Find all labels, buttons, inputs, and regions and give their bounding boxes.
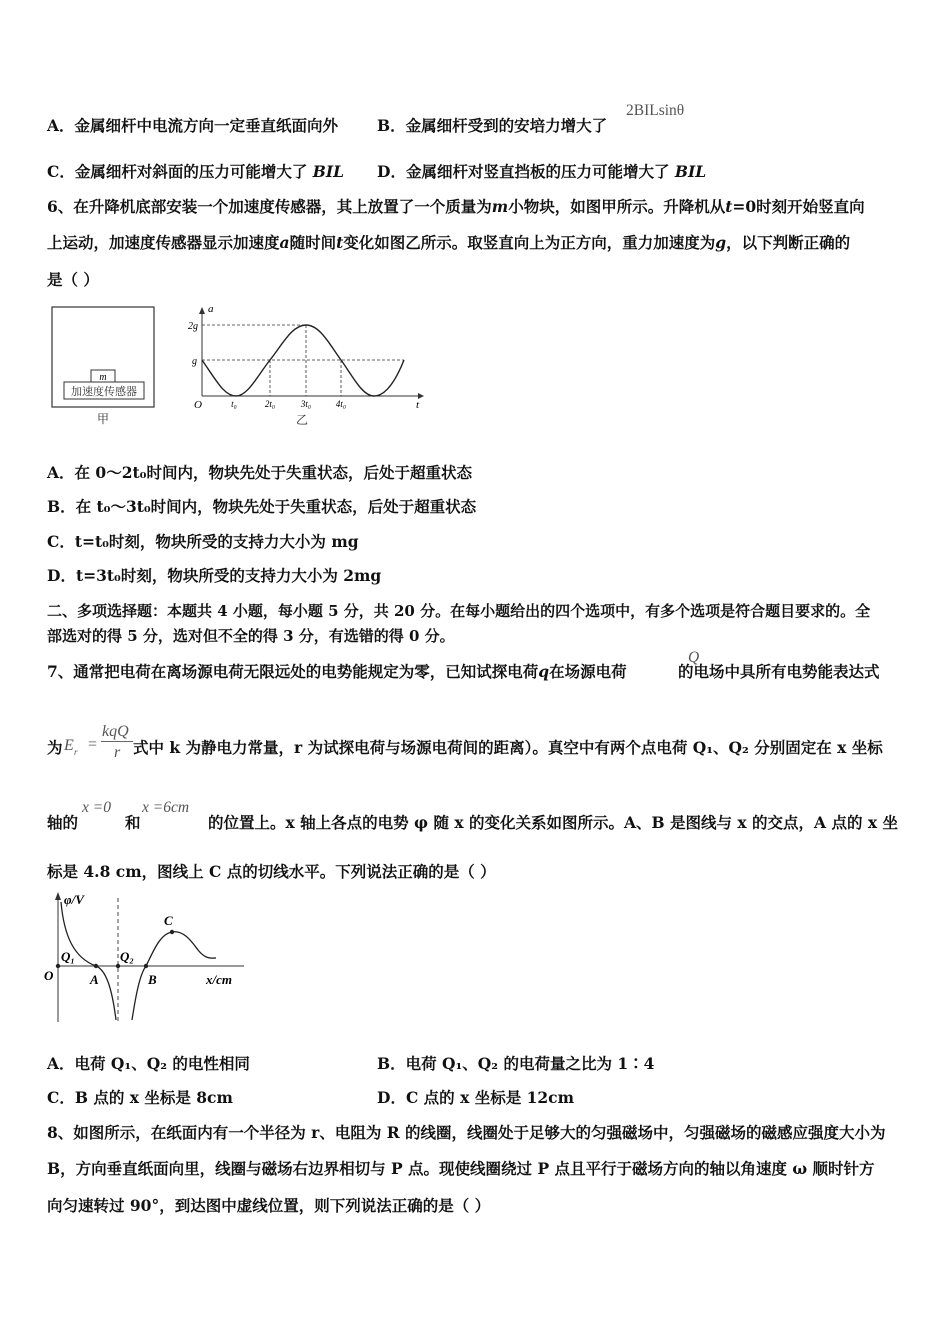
label-a: A bbox=[90, 972, 99, 987]
point-c bbox=[170, 930, 174, 934]
q6-figure-yi bbox=[186, 300, 431, 430]
q1-point bbox=[56, 964, 60, 968]
q6-symbol-m: m bbox=[491, 197, 509, 216]
q7-symbol-Q: Q bbox=[688, 649, 700, 666]
q8-stem-line1: 8、如图所示，在纸面内有一个半径为 r、电阻为 R 的线圈，线圈处于足够大的匀强磁场中，匀强磁场的磁感应强度大小为 bbox=[47, 1123, 886, 1142]
q7-option-a: A．电荷 Q₁、Q₂ 的电性相同 bbox=[47, 1054, 250, 1073]
q5-option-c bbox=[47, 162, 344, 182]
point-b bbox=[144, 964, 148, 968]
formula-sub: r bbox=[74, 747, 78, 757]
q6-option-a: A．在 0～2t₀时间内，物块先处于失重状态，后处于超重状态 bbox=[47, 463, 472, 482]
formula-denominator: r bbox=[114, 744, 121, 761]
q5-option-b bbox=[377, 116, 607, 136]
potential-curve-right bbox=[132, 932, 216, 1020]
acceleration-curve bbox=[202, 325, 404, 396]
formula-numerator: kqQ bbox=[102, 723, 129, 740]
q5-option-d-symbol: BIL bbox=[674, 162, 707, 181]
q6-figure-jia bbox=[46, 302, 162, 430]
q6-option-b: B．在 t₀～3t₀时间内，物块先处于失重状态，后处于超重状态 bbox=[47, 497, 477, 516]
y-axis-label: φ/V bbox=[64, 892, 84, 907]
q6-stem-line1 bbox=[47, 197, 865, 217]
q7-option-b: B．电荷 Q₁、Q₂ 的电荷量之比为 1∶4 bbox=[377, 1054, 655, 1073]
section2-line2: 部选对的得 5 分，选对但不全的得 3 分，有选错的得 0 分。 bbox=[47, 627, 455, 645]
x-axis-label: x/cm bbox=[206, 972, 232, 987]
y-axis-arrow bbox=[55, 892, 61, 900]
x-tick-t0: t₀ bbox=[231, 399, 237, 409]
q5-option-c-text: C．金属细杆对斜面的压力可能增大了 bbox=[47, 162, 308, 181]
q6-option-c: C．t=t₀时刻，物块所受的支持力大小为 mg bbox=[47, 532, 359, 551]
q7-formula bbox=[64, 722, 134, 762]
label-q1: Q₁ bbox=[61, 949, 75, 964]
q6-text: 6、在升降机底部安装一个加速度传感器，其上放置了一个质量为 bbox=[47, 197, 492, 216]
q7-stem-line4: 标是 4.8 cm，图线上 C 点的切线水平。下列说法正确的是（ ） bbox=[47, 862, 496, 881]
q6-text: ，以下判断正确的 bbox=[726, 233, 851, 252]
y-axis-arrow bbox=[199, 307, 205, 314]
label-b: B bbox=[148, 972, 157, 987]
q6-text: 变化如图乙所示。取竖直向上为正方向，重力加速度为 bbox=[343, 233, 716, 252]
q2-point bbox=[116, 964, 120, 968]
q8-stem-line2: B，方向垂直纸面向里，线圈与磁场右边界相切与 P 点。现使线圈绕过 P 点且平行于磁场方向的轴以角速度 ω 顺时针方 bbox=[47, 1159, 875, 1178]
q7-math-x0: x =0 bbox=[82, 799, 111, 816]
caption-jia: 甲 bbox=[96, 412, 110, 426]
q6-stem-line3: 是（ ） bbox=[47, 270, 99, 289]
q5-option-d bbox=[377, 162, 706, 182]
q5-option-a: A．金属细杆中电流方向一定垂直纸面向外 bbox=[47, 116, 339, 135]
point-a bbox=[94, 964, 98, 968]
q5-option-b-math: 2BILsinθ bbox=[626, 102, 685, 119]
y-tick-2g: 2g bbox=[188, 321, 198, 332]
q6-symbol-a: a bbox=[279, 233, 290, 252]
q8-stem-line3: 向匀速转过 90°，到达图中虚线位置，则下列说法正确的是（ ） bbox=[47, 1196, 491, 1215]
q6-text: =0时刻开始竖直向 bbox=[732, 197, 865, 216]
q5-option-d-text: D．金属细杆对竖直挡板的压力可能增大了 bbox=[377, 162, 670, 181]
q5-option-c-symbol: BIL bbox=[312, 162, 344, 181]
x-tick-2t0: 2t₀ bbox=[264, 399, 276, 409]
origin-label: O bbox=[194, 399, 202, 411]
origin-label: O bbox=[44, 968, 54, 983]
q7-stem-line2-rest: 式中 k 为静电力常量，r 为试探电荷与场源电荷间的距离）。真空中有两个点电荷 Q₁、Q₂ 分别固定在 x 坐标 bbox=[133, 738, 883, 757]
label-c: C bbox=[164, 913, 173, 928]
q7-stem-line3-rest: 的位置上。x 轴上各点的电势 φ 随 x 的变化关系如图所示。A、B 是图线与 x 的交点，A 点的 x 坐 bbox=[208, 813, 899, 832]
q7-stem-line3: 轴的 bbox=[47, 813, 79, 832]
q6-symbol-g: g bbox=[715, 233, 727, 252]
q6-symbol-t: t bbox=[336, 233, 344, 252]
q6-stem-line2 bbox=[47, 233, 850, 253]
q6-option-d: D．t=3t₀时刻，物块所受的支持力大小为 2mg bbox=[47, 566, 382, 585]
q7-text: 在场源电荷 bbox=[549, 662, 627, 681]
x-axis-label: t bbox=[416, 399, 420, 411]
q7-potential-figure bbox=[40, 888, 250, 1028]
q7-text: 7、通常把电荷在离场源电荷无限远处的电势能规定为零，已知试探电荷 bbox=[47, 662, 539, 681]
formula-eq: = bbox=[88, 736, 98, 753]
q6-symbol-t: t bbox=[725, 197, 733, 216]
formula-lhs: E bbox=[64, 737, 74, 754]
q7-text: 为 bbox=[47, 738, 63, 757]
q7-stem-line2 bbox=[47, 738, 63, 758]
caption-yi: 乙 bbox=[295, 413, 309, 427]
q7-option-c: C．B 点的 x 坐标是 8cm bbox=[47, 1088, 233, 1107]
section2-line1: 二、多项选择题：本题共 4 小题，每小题 5 分，共 20 分。在每小题给出的四个选项中，有多个选项是符合题目要求的。全 bbox=[47, 602, 871, 620]
q7-symbol-q: q bbox=[538, 662, 550, 681]
x-tick-3t0: 3t₀ bbox=[300, 399, 312, 409]
q7-option-d: D．C 点的 x 坐标是 12cm bbox=[377, 1088, 575, 1107]
q7-stem-line1 bbox=[47, 662, 627, 682]
q6-text: 小物块，如图甲所示。升降机从 bbox=[508, 197, 726, 216]
mass-label: m bbox=[99, 372, 107, 383]
formula-bar bbox=[101, 741, 133, 742]
sensor-label: 加速度传感器 bbox=[71, 386, 137, 398]
q6-text: 随时间 bbox=[289, 233, 337, 252]
q6-text: 上运动，加速度传感器显示加速度 bbox=[47, 233, 280, 252]
y-tick-g: g bbox=[192, 356, 197, 367]
q5-option-b-text: B．金属细杆受到的安培力增大了 bbox=[377, 116, 608, 135]
x-tick-4t0: 4t₀ bbox=[335, 399, 347, 409]
q7-stem-line1-end: 的电场中具所有电势能表达式 bbox=[678, 662, 880, 681]
y-axis-label: a bbox=[208, 303, 214, 315]
q7-math-x6: x =6cm bbox=[142, 799, 190, 816]
q7-stem-line3-and: 和 bbox=[125, 813, 141, 832]
label-q2: Q₂ bbox=[120, 949, 134, 964]
